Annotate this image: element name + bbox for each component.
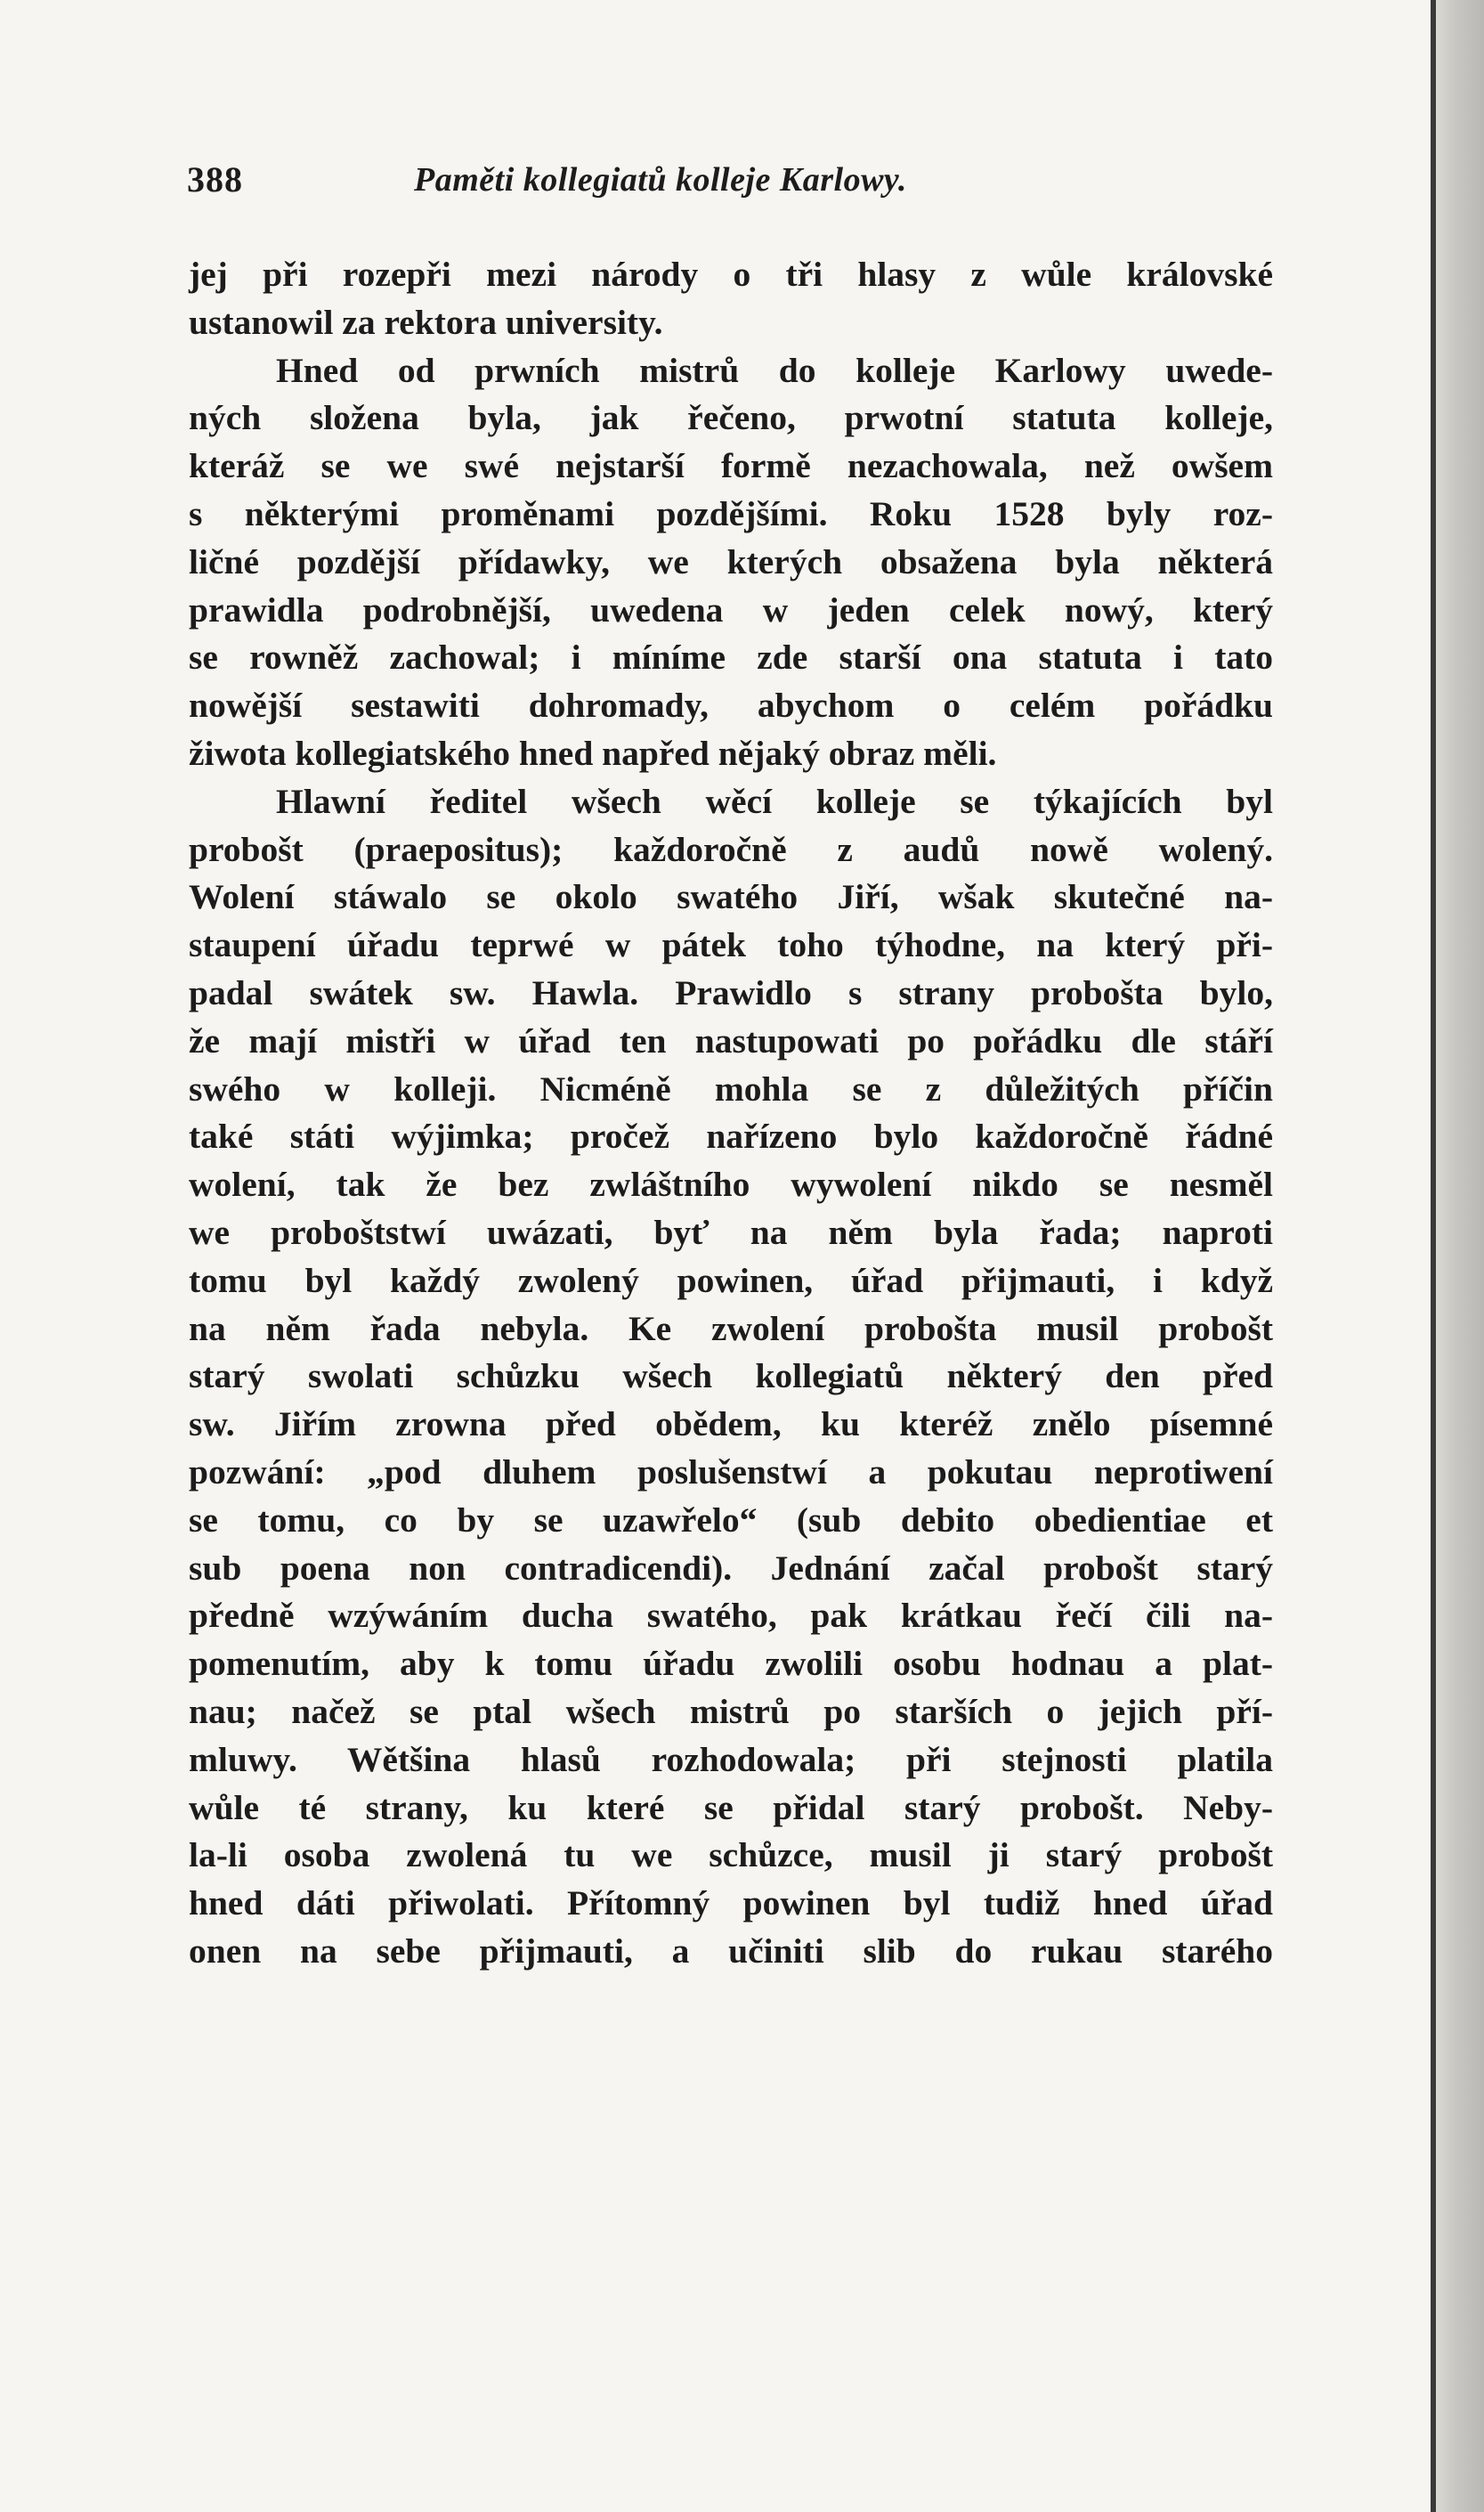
text-line: pozwání: „pod dluhem poslušenstwí a pokutau neprotiwení — [189, 1451, 1273, 1492]
text-line: žiwota kollegiatského hned napřed nějaký obraz měli. — [189, 733, 997, 773]
text-line: sw. Jiřím zrowna před obědem, ku kteréž znělo písemné — [189, 1404, 1273, 1444]
text-line: na něm řada nebyla. Ke zwolení probošta musil probošt — [189, 1308, 1273, 1348]
text-line: tomu byl každý zwolený powinen, úřad přijmauti, i když — [189, 1260, 1273, 1300]
page-header — [187, 159, 1282, 221]
running-title: Paměti kollegiatů kolleje Karlowy. — [414, 161, 907, 199]
text-line: se rowněž zachowal; i míníme zde starší ona statuta i tato — [189, 638, 1273, 678]
text-line: že mají mistři w úřad ten nastupowati po pořádku dle stáří — [189, 1020, 1273, 1061]
text-line: s některými proměnami pozdějšími. Roku 1528 byly roz- — [189, 493, 1273, 533]
text-line: Hned od prwních mistrů do kolleje Karlowy uwede- — [276, 350, 1273, 390]
text-line: nau; načež se ptal wšech mistrů po starších o jejich pří- — [189, 1691, 1273, 1731]
text-line: Wolení stáwalo se okolo swatého Jiří, wšak skutečné na- — [189, 877, 1273, 917]
text-line: Hlawní ředitel wšech wěcí kolleje se týkajících byl — [276, 781, 1273, 821]
text-line: swého w kolleji. Nicméně mohla se z důležitých příčin — [189, 1069, 1273, 1109]
text-line: se tomu, co by se uzawřelo“ (sub debito obedientiae et — [189, 1500, 1273, 1540]
text-line: prawidla podrobnější, uwedena w jeden celek nowý, který — [189, 589, 1273, 630]
text-line: la-li osoba zwolená tu we schůzce, musil ji starý probošt — [189, 1835, 1273, 1875]
text-line: ličné pozdější přídawky, we kterých obsažena byla některá — [189, 541, 1273, 581]
text-line: ných složena byla, jak řečeno, prwotní statuta kolleje, — [189, 398, 1273, 438]
text-line: sub poena non contradicendi). Jednání začal probošt starý — [189, 1548, 1273, 1588]
text-line: kteráž se we swé nejstarší formě nezachowala, než owšem — [189, 446, 1273, 486]
text-line: pomenutím, aby k tomu úřadu zwolili osobu hodnau a plat- — [189, 1644, 1273, 1684]
text-line: onen na sebe přijmauti, a učiniti slib do rukau starého — [189, 1931, 1273, 1971]
text-line: probošt (praepositus); každoročně z audů nowě wolený. — [189, 829, 1273, 869]
text-line: wůle té strany, ku které se přidal starý probošt. Neby- — [189, 1787, 1273, 1827]
text-line: nowější sestawiti dohromady, abychom o celém pořádku — [189, 686, 1273, 726]
text-line: we proboštstwí uwázati, byť na něm byla řada; naproti — [189, 1212, 1273, 1252]
text-line: staupení úřadu teprwé w pátek toho týhodne, na který při- — [189, 925, 1273, 965]
text-line: hned dáti přiwolati. Přítomný powinen byl tudiž hned úřad — [189, 1883, 1273, 1923]
text-line: mluwy. Wětšina hlasů rozhodowala; při stejnosti platila — [189, 1739, 1273, 1779]
text-line: ustanowil za rektora university. — [189, 302, 663, 342]
text-line: padal swátek sw. Hawla. Prawidlo s strany probošta bylo, — [189, 972, 1273, 1012]
text-line: jej při rozepři mezi národy o tři hlasy z wůle královské — [189, 255, 1273, 294]
text-line: starý swolati schůzku wšech kollegiatů některý den před — [189, 1356, 1273, 1396]
text-line: předně wzýwáním ducha swatého, pak krátkau řečí čili na- — [189, 1596, 1273, 1636]
text-line: také státi wýjimka; pročež nařízeno bylo každoročně řádné — [189, 1117, 1273, 1157]
body-text — [189, 251, 1273, 1976]
text-line: wolení, tak že bez zwláštního wywolení nikdo se nesměl — [189, 1165, 1273, 1205]
page-number: 388 — [187, 159, 243, 199]
page-edge — [1436, 0, 1484, 2512]
